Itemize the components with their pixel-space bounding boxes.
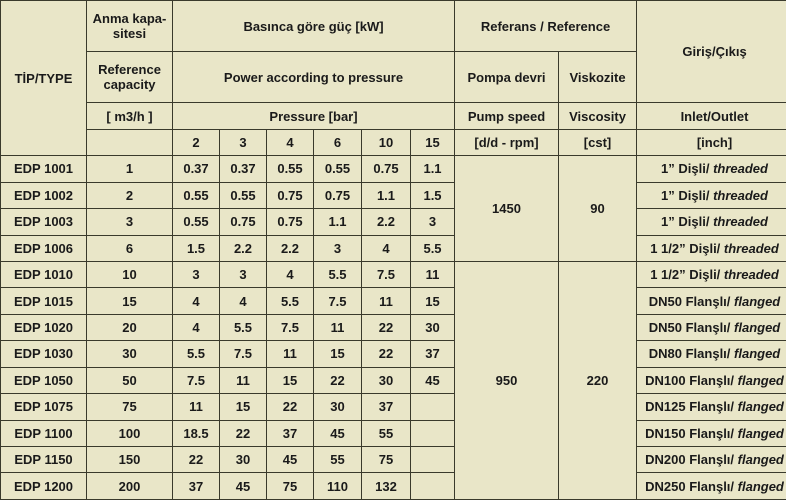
cell-p15: 45 [411,367,455,393]
header-viscosity-tr: Viskozite [559,52,637,103]
table-row [1,288,786,314]
cell-p6: 0.75 [314,182,362,208]
cell-type: EDP 1006 [1,235,87,261]
cell-p2: 4 [173,288,220,314]
header-row-3 [1,103,786,129]
header-capacity-spacer [87,129,173,155]
io-bold: DN50 Flanşlı/ [648,293,731,309]
cell-p4: 45 [267,446,314,472]
cell-p3: 0.37 [220,156,267,182]
header-power-tr: Basınca göre güç [kW] [173,1,455,52]
io-italic: flanged [734,372,784,388]
cell-p15: 15 [411,288,455,314]
cell-p4: 0.75 [267,182,314,208]
cell-pump-speed-group-2: 950 [455,261,559,499]
cell-capacity: 2 [87,182,173,208]
cell-p4: 0.75 [267,209,314,235]
cell-p3: 0.55 [220,182,267,208]
cell-p10: 4 [362,235,411,261]
cell-p4: 37 [267,420,314,446]
cell-capacity: 150 [87,446,173,472]
cell-p3: 5.5 [220,314,267,340]
cell-type: EDP 1002 [1,182,87,208]
header-capacity-en: Reference capacity [87,52,173,103]
io-italic: threaded [709,187,768,203]
header-power-en: Power according to pressure [173,52,455,103]
cell-type: EDP 1100 [1,420,87,446]
cell-pump-speed-group-1: 1450 [455,156,559,262]
cell-inlet-outlet [637,394,786,420]
cell-capacity: 50 [87,367,173,393]
table-row [1,209,786,235]
cell-p15 [411,420,455,446]
cell-p15 [411,394,455,420]
io-bold: DN80 Flanşlı/ [648,346,731,362]
header-pump-speed-tr: Pompa devri [455,52,559,103]
cell-type: EDP 1200 [1,473,87,500]
cell-p2: 1.5 [173,235,220,261]
header-pressure-15: 15 [411,129,455,155]
io-italic: flanged [734,399,784,415]
header-inlet-outlet-tr: Giriş/Çıkış [637,1,786,103]
cell-p2: 3 [173,261,220,287]
io-italic: flanged [730,346,781,362]
cell-inlet-outlet [637,473,786,500]
cell-inlet-outlet [637,209,786,235]
io-italic: threaded [709,161,768,177]
cell-p15: 37 [411,341,455,367]
cell-p4: 15 [267,367,314,393]
header-capacity-unit: [ m3/h ] [87,103,173,129]
cell-capacity: 3 [87,209,173,235]
cell-capacity: 200 [87,473,173,500]
cell-type: EDP 1001 [1,156,87,182]
io-bold: DN250 Flanşlı/ [645,478,735,494]
cell-type: EDP 1020 [1,314,87,340]
table-row [1,473,786,500]
cell-p15 [411,446,455,472]
cell-type: EDP 1050 [1,367,87,393]
cell-p6: 45 [314,420,362,446]
cell-viscosity-group-1: 90 [559,156,637,262]
cell-type: EDP 1030 [1,341,87,367]
cell-p10: 22 [362,341,411,367]
cell-p4: 0.55 [267,156,314,182]
cell-p10: 0.75 [362,156,411,182]
table-row [1,156,786,182]
table-row [1,235,786,261]
io-italic: threaded [709,214,768,230]
cell-p10: 1.1 [362,182,411,208]
io-bold: 1 1/2” Dişli/ [650,240,721,256]
table-row [1,261,786,287]
io-bold: 1” Dişli/ [661,187,710,203]
cell-p3: 0.75 [220,209,267,235]
cell-p10: 55 [362,420,411,446]
cell-p6: 15 [314,341,362,367]
cell-p10: 22 [362,314,411,340]
header-inlet-outlet-unit: [inch] [637,129,786,155]
cell-inlet-outlet [637,367,786,393]
cell-p3: 45 [220,473,267,500]
cell-type: EDP 1150 [1,446,87,472]
cell-p2: 18.5 [173,420,220,446]
table-row [1,394,786,420]
cell-viscosity-group-2: 220 [559,261,637,499]
cell-p15: 5.5 [411,235,455,261]
cell-inlet-outlet [637,420,786,446]
cell-p6: 1.1 [314,209,362,235]
cell-p6: 7.5 [314,288,362,314]
io-italic: flanged [734,425,784,441]
io-bold: 1” Dişli/ [661,214,710,230]
cell-p3: 2.2 [220,235,267,261]
header-row-1 [1,1,786,52]
cell-p2: 0.55 [173,209,220,235]
cell-p15: 11 [411,261,455,287]
cell-p4: 22 [267,394,314,420]
io-bold: DN100 Flanşlı/ [645,372,735,388]
io-italic: threaded [720,267,779,283]
header-pressure-6: 6 [314,129,362,155]
cell-p2: 22 [173,446,220,472]
io-italic: flanged [734,452,784,468]
cell-p10: 30 [362,367,411,393]
cell-p6: 55 [314,446,362,472]
cell-p2: 11 [173,394,220,420]
cell-p10: 37 [362,394,411,420]
table-row [1,420,786,446]
header-pressure-3: 3 [220,129,267,155]
cell-p15: 1.5 [411,182,455,208]
cell-type: EDP 1015 [1,288,87,314]
cell-inlet-outlet [637,261,786,287]
cell-inlet-outlet [637,341,786,367]
cell-p4: 5.5 [267,288,314,314]
header-pressure-2: 2 [173,129,220,155]
cell-p4: 4 [267,261,314,287]
cell-p2: 0.37 [173,156,220,182]
table-row [1,446,786,472]
cell-capacity: 20 [87,314,173,340]
cell-inlet-outlet [637,235,786,261]
table-row [1,182,786,208]
io-italic: flanged [734,478,784,494]
cell-inlet-outlet [637,156,786,182]
cell-p10: 7.5 [362,261,411,287]
io-bold: DN200 Flanşlı/ [645,452,735,468]
cell-inlet-outlet [637,446,786,472]
cell-p6: 5.5 [314,261,362,287]
cell-capacity: 75 [87,394,173,420]
header-reference: Referans / Reference [455,1,637,52]
cell-p3: 30 [220,446,267,472]
cell-capacity: 100 [87,420,173,446]
header-capacity-tr: Anma kapa-sitesi [87,1,173,52]
io-italic: flanged [730,293,781,309]
cell-inlet-outlet [637,288,786,314]
cell-inlet-outlet [637,182,786,208]
cell-capacity: 1 [87,156,173,182]
header-pump-speed-unit: [d/d - rpm] [455,129,559,155]
cell-p10: 2.2 [362,209,411,235]
cell-p4: 11 [267,341,314,367]
cell-p6: 3 [314,235,362,261]
header-inlet-outlet-en: Inlet/Outlet [637,103,786,129]
cell-capacity: 15 [87,288,173,314]
cell-p4: 7.5 [267,314,314,340]
cell-p15 [411,473,455,500]
cell-inlet-outlet [637,314,786,340]
io-bold: DN50 Flanşlı/ [648,320,731,336]
cell-p10: 11 [362,288,411,314]
cell-p3: 3 [220,261,267,287]
table-row [1,367,786,393]
cell-p2: 4 [173,314,220,340]
header-type: TİP/TYPE [1,1,87,156]
cell-p3: 7.5 [220,341,267,367]
cell-p2: 0.55 [173,182,220,208]
io-bold: DN125 Flanşlı/ [645,399,735,415]
table-row [1,314,786,340]
io-italic: flanged [730,320,781,336]
header-pressure-4: 4 [267,129,314,155]
table-row [1,341,786,367]
header-row-4 [1,129,786,155]
header-viscosity-unit: [cst] [559,129,637,155]
cell-capacity: 10 [87,261,173,287]
cell-p3: 15 [220,394,267,420]
cell-capacity: 6 [87,235,173,261]
cell-p6: 0.55 [314,156,362,182]
header-viscosity-en: Viscosity [559,103,637,129]
cell-p3: 4 [220,288,267,314]
header-pump-speed-en: Pump speed [455,103,559,129]
cell-p6: 30 [314,394,362,420]
cell-p6: 22 [314,367,362,393]
cell-p3: 22 [220,420,267,446]
cell-p10: 132 [362,473,411,500]
io-bold: DN150 Flanşlı/ [645,425,735,441]
cell-p2: 37 [173,473,220,500]
io-italic: threaded [720,240,779,256]
io-bold: 1” Dişli/ [661,161,710,177]
cell-capacity: 30 [87,341,173,367]
cell-p10: 75 [362,446,411,472]
cell-type: EDP 1003 [1,209,87,235]
cell-p2: 7.5 [173,367,220,393]
cell-p3: 11 [220,367,267,393]
cell-p15: 1.1 [411,156,455,182]
header-pressure-label: Pressure [bar] [173,103,455,129]
cell-type: EDP 1010 [1,261,87,287]
io-bold: 1 1/2” Dişli/ [650,267,721,283]
cell-p6: 11 [314,314,362,340]
cell-p6: 110 [314,473,362,500]
cell-type: EDP 1075 [1,394,87,420]
cell-p15: 30 [411,314,455,340]
cell-p4: 75 [267,473,314,500]
cell-p4: 2.2 [267,235,314,261]
cell-p15: 3 [411,209,455,235]
cell-p2: 5.5 [173,341,220,367]
header-pressure-10: 10 [362,129,411,155]
